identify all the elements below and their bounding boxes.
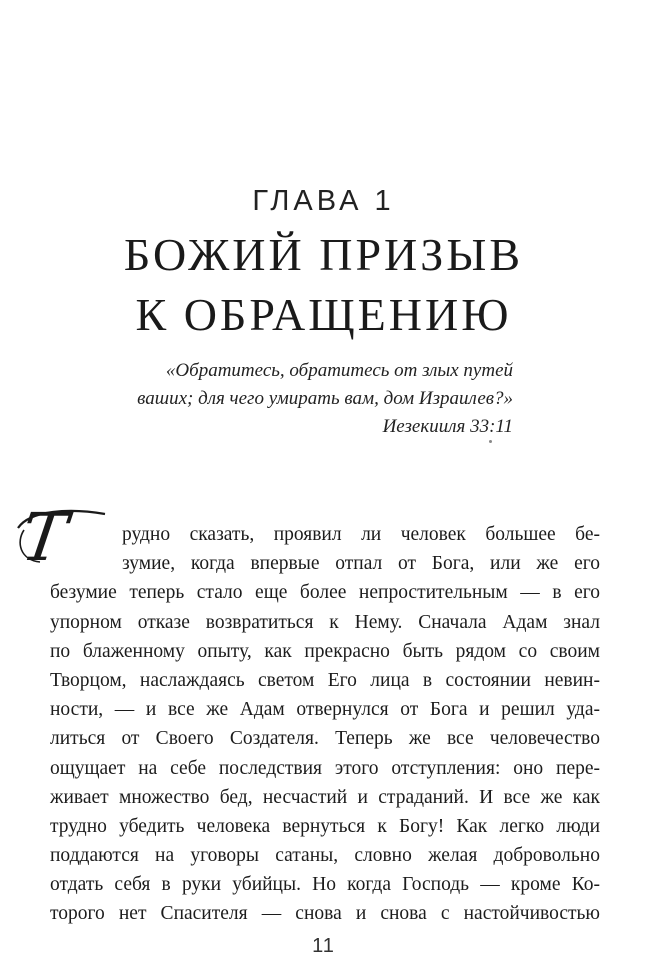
text-line: упорном отказе возвратиться к Нему. Сначала Адам знал: [50, 611, 600, 633]
epigraph: [60, 357, 513, 441]
page-number: 11: [312, 935, 335, 957]
chapter-title-line-1: БОЖИЙ ПРИЗЫВ: [123, 229, 524, 280]
print-speck: [489, 440, 492, 443]
epigraph-line-1: «Обратитесь, обратитесь от злых путей: [165, 360, 513, 381]
body-text: [50, 520, 600, 929]
chapter-title-line-2: К ОБРАЩЕНИЮ: [135, 289, 512, 340]
text-line: Творцом, наслаждаясь светом Его лица в состоянии невин-: [50, 669, 600, 691]
text-line: торого нет Спасителя — снова и снова с настойчивостью: [50, 903, 600, 925]
text-line: отдать себя в руки убийцы. Но когда Господь — кроме Ко-: [50, 874, 600, 896]
text-line: рудно сказать, проявил ли человек большее бе-: [122, 524, 600, 545]
chapter-label: ГЛАВА 1: [252, 185, 395, 217]
text-line: живает множество бед, несчастий и страданий. И все же как: [50, 786, 600, 808]
text-line: поддаются на уговоры сатаны, словно желая добровольно: [50, 845, 600, 867]
epigraph-reference: Иезекииля 33:11: [382, 416, 513, 437]
text-line: зумие, когда впервые отпал от Бога, или же его: [122, 553, 600, 575]
text-line: ности, — и все же Адам отвернулся от Бога и решил уда-: [50, 699, 600, 721]
text-line: ощущает на себе последствия этого отступления: оно пере-: [50, 757, 600, 779]
drop-cap: Т: [16, 499, 72, 576]
text-line: трудно убедить человека вернуться к Богу! Как легко люди: [50, 815, 600, 837]
text-line: безумие теперь стало еще более непростительным — в его: [50, 582, 600, 604]
epigraph-line-2: ваших; для чего умирать вам, дом Израилев?»: [137, 388, 513, 409]
text-line: литься от Своего Создателя. Теперь же все человечество: [50, 728, 600, 750]
text-line: по блаженному опыту, как прекрасно быть рядом со своим: [50, 640, 600, 662]
